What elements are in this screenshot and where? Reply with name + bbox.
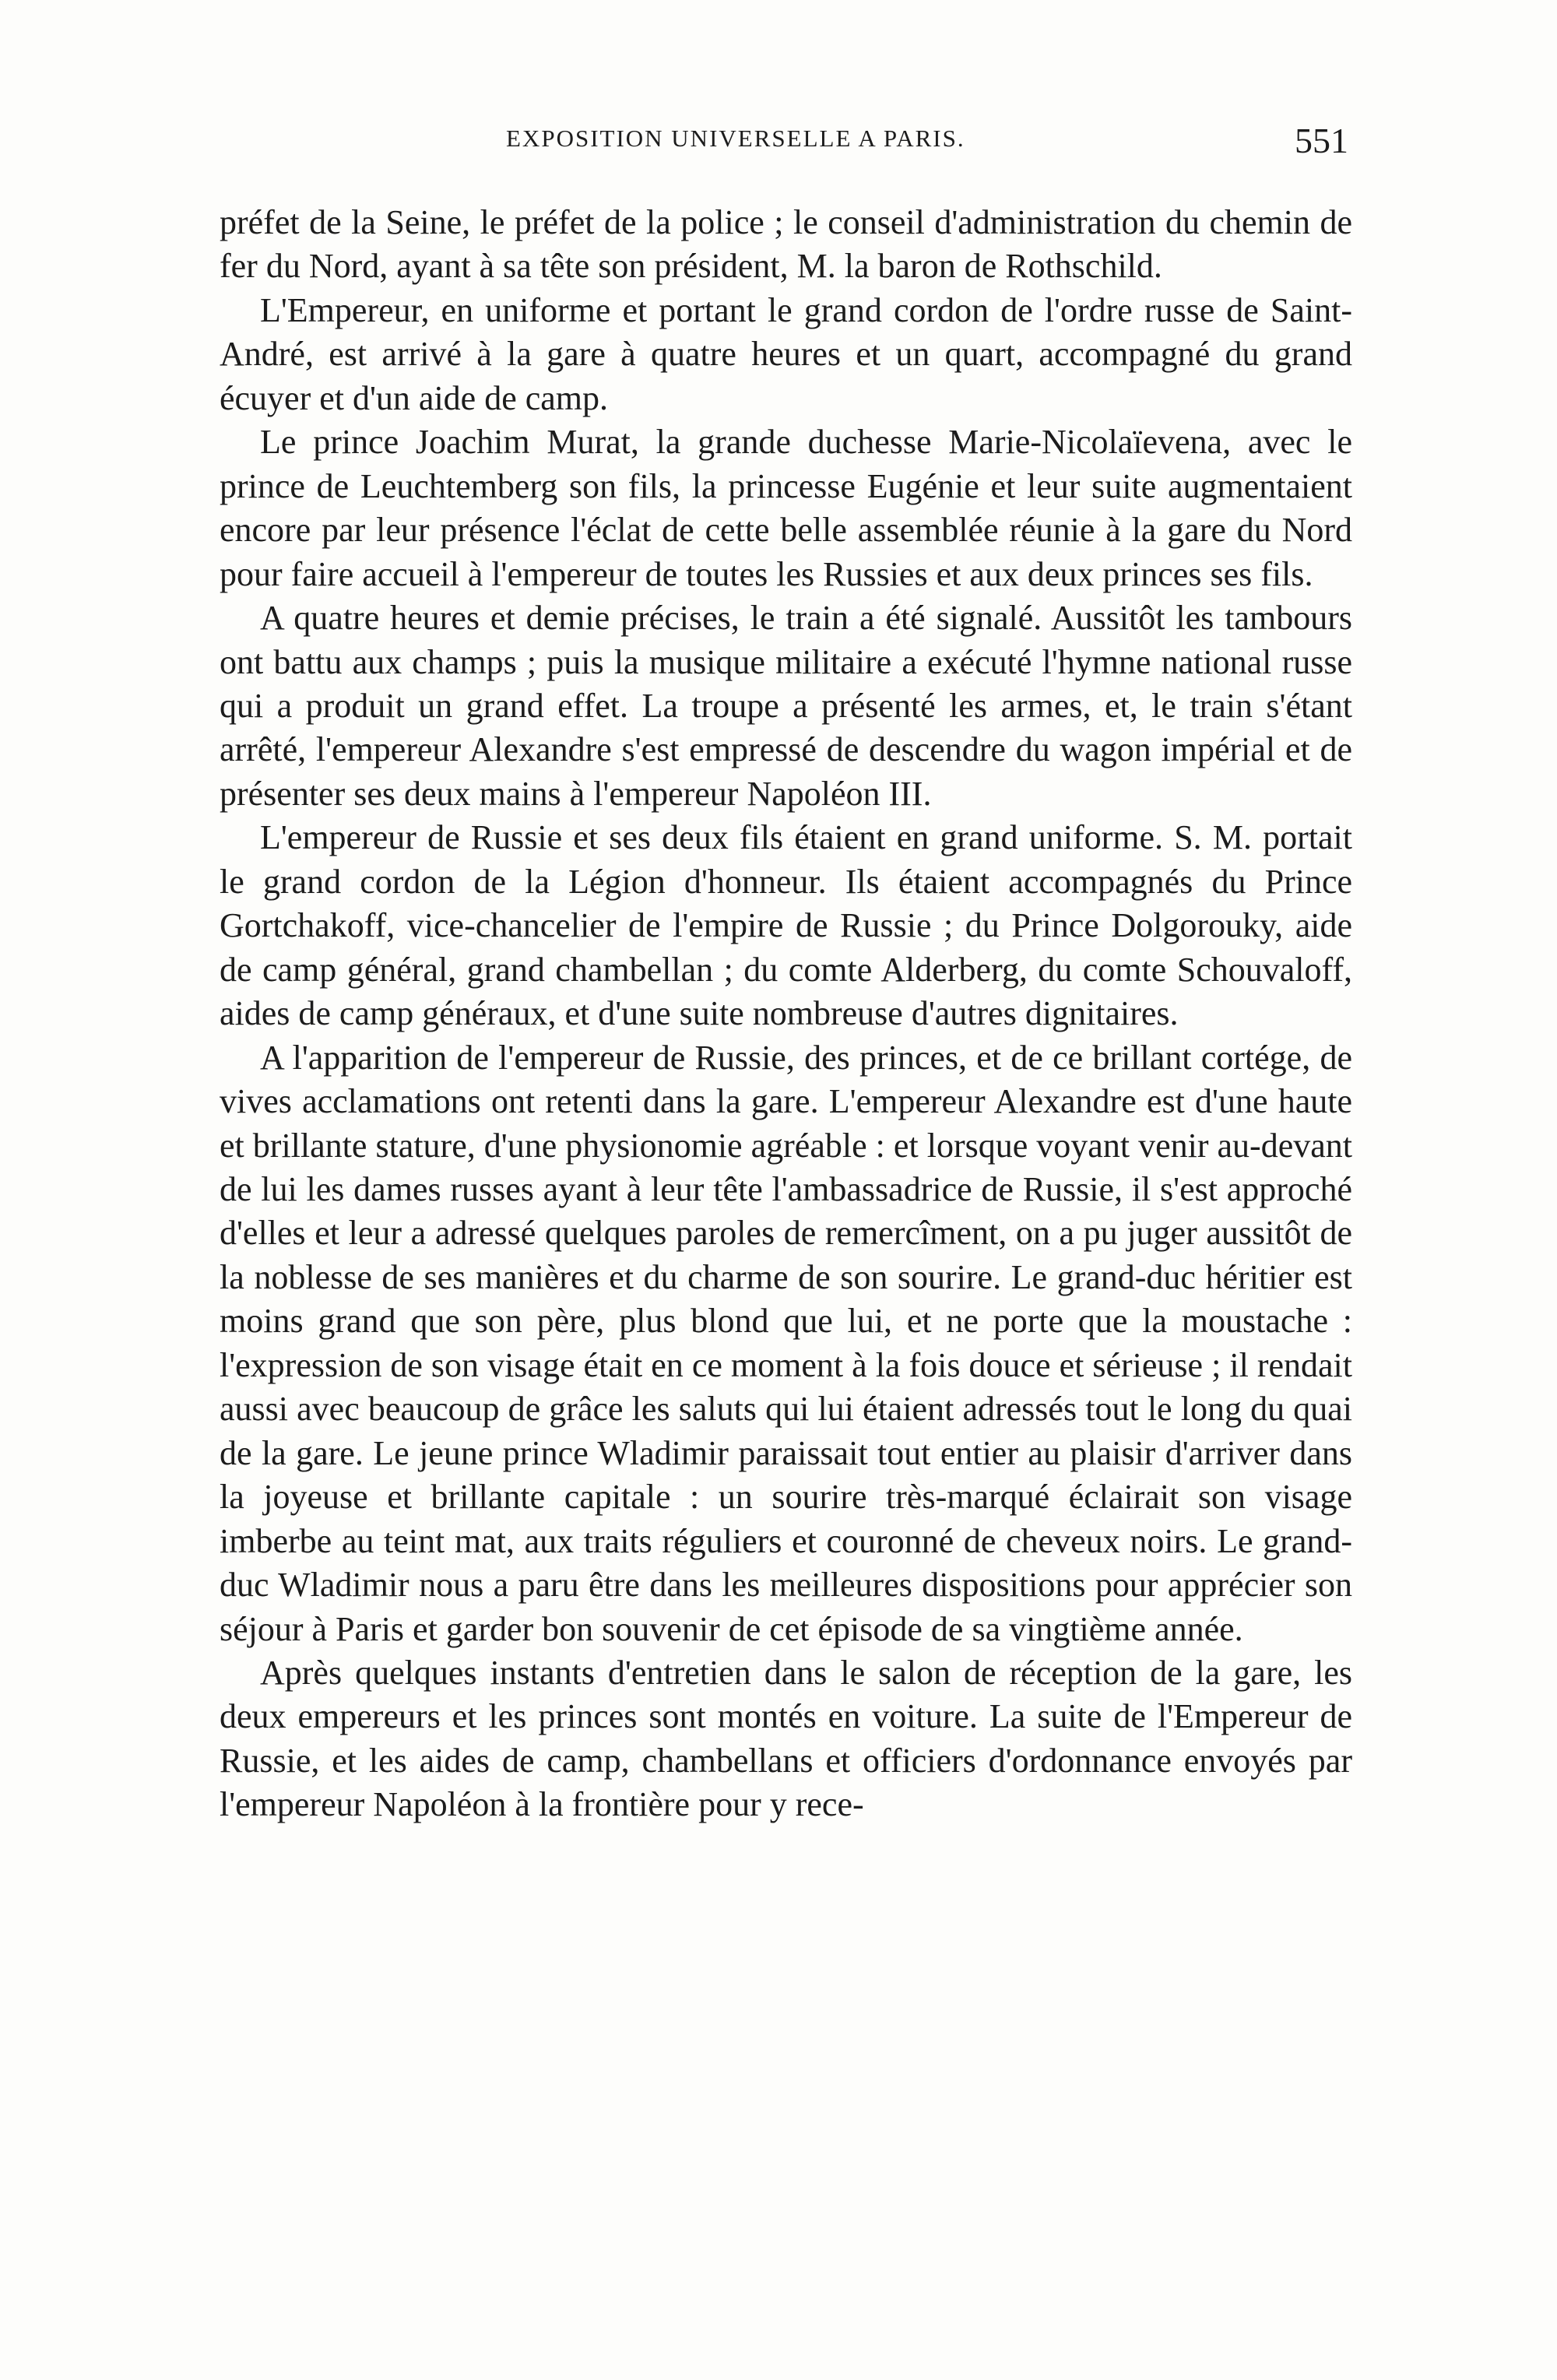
paragraph: Le prince Joachim Murat, la grande duchesse Marie-Nicolaïevena, avec le prince de Leuchtemberg son fils, la princesse Eugénie et leur suite augmentaient encore par leur présence l'éclat de cette belle assemblée réunie à la gare du Nord pour faire accueil à l'empereur de toutes les Russies et aux deux princes ses fils. (220, 423, 1352, 593)
running-title: EXPOSITION UNIVERSELLE A PARIS. (506, 125, 965, 152)
paragraph: préfet de la Seine, le préfet de la police ; le conseil d'administration du chemin de fer du Nord, ayant à sa tête son président, M. la baron de Rothschild. (220, 203, 1352, 286)
paragraph: A l'apparition de l'empereur de Russie, des princes, et de ce brillant cortége, de vives acclamations ont retenti dans la gare. L'empereur Alexandre est d'une haute et brillante stature, d'une physionomie agréable : et lorsque voyant venir au-devant de lui les dames russes ayant à leur tête l'ambassadrice de Russie, il s'est approché d'elles et leur a adressé quelques paroles de remercîment, on a pu juger aussitôt de la noblesse de ses manières et du charme de son sourire. Le grand-duc héritier est moins grand que son père, plus blond que lui, et ne porte que la moustache : l'expression de son visage était en ce moment à la fois douce et sérieuse ; il rendait aussi avec beaucoup de grâce les saluts qui lui étaient adressés tout le long du quai de la gare. Le jeune prince Wladimir paraissait tout entier au plaisir d'arriver dans la joyeuse et brillante capitale : un sourire très-marqué éclairait son visage imberbe au teint mat, aux traits réguliers et couronné de cheveux noirs. Le grand-duc Wladimir nous a paru être dans les meilleures dispositions pour apprécier son séjour à Paris et garder bon souvenir de cet épisode de sa vingtième année. (220, 1038, 1352, 1648)
paragraph: Après quelques instants d'entretien dans le salon de réception de la gare, les deux empereurs et les princes sont montés en voiture. La suite de l'Empereur de Russie, et les aides de camp, chambellans et officiers d'ordonnance envoyés par l'empereur Napoléon à la frontière pour y rece- (220, 1653, 1352, 1824)
page-number: 551 (1295, 121, 1348, 160)
body-text (220, 201, 1352, 1827)
paragraph: A quatre heures et demie précises, le train a été signalé. Aussitôt les tambours ont battu aux champs ; puis la musique militaire a exécuté l'hymne national russe qui a produit un grand effet. La troupe a présenté les armes, et, le train s'étant arrêté, l'empereur Alexandre s'est empressé de descendre du wagon impérial et de présenter ses deux mains à l'empereur Napoléon III. (220, 599, 1352, 813)
running-header (220, 121, 1348, 171)
paragraph: L'Empereur, en uniforme et portant le grand cordon de l'ordre russe de Saint-André, est arrivé à la gare à quatre heures et un quart, accompagné du grand écuyer et d'un aide de camp. (220, 290, 1352, 417)
paragraph: L'empereur de Russie et ses deux fils étaient en grand uniforme. S. M. portait le grand cordon de la Légion d'honneur. Ils étaient accompagnés du Prince Gortchakoff, vice-chancelier de l'empire de Russie ; du Prince Dolgorouky, aide de camp général, grand chambellan ; du comte Alderberg, du comte Schouvaloff, aides de camp généraux, et d'une suite nombreuse d'autres dignitaires. (220, 818, 1352, 1033)
